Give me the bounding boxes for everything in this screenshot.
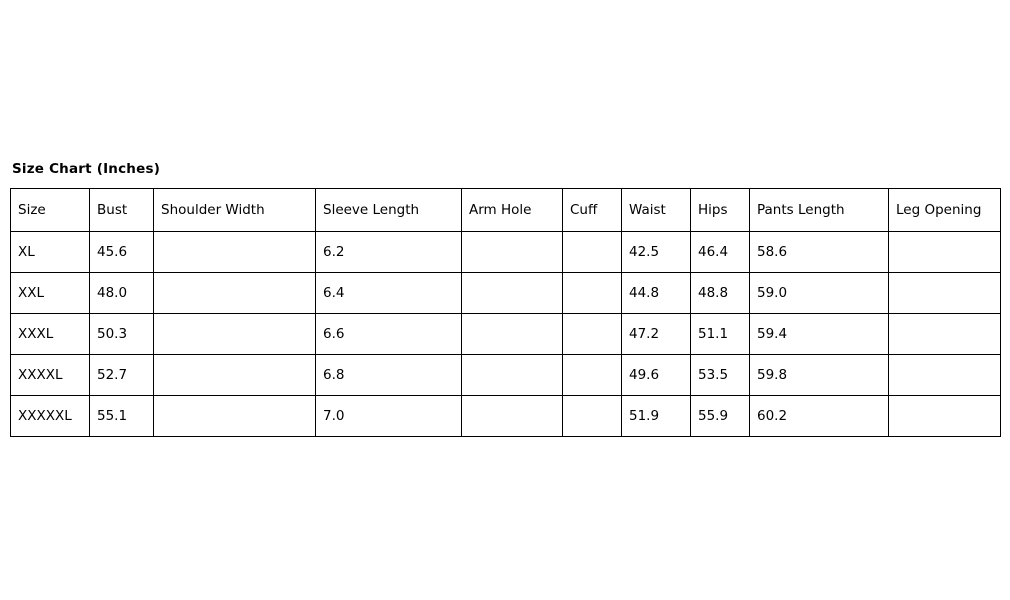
column-header-leg-opening: Leg Opening	[889, 188, 1001, 231]
cell-shoulder-width	[154, 354, 316, 395]
cell-hips: 46.4	[691, 231, 750, 272]
cell-sleeve-length: 6.8	[316, 354, 462, 395]
cell-bust: 52.7	[90, 354, 154, 395]
cell-bust: 45.6	[90, 231, 154, 272]
column-header-bust: Bust	[90, 188, 154, 231]
table-row	[11, 354, 1001, 395]
cell-size: XL	[11, 231, 90, 272]
cell-cuff	[563, 313, 622, 354]
cell-size: XXXXXL	[11, 395, 90, 436]
table-row	[11, 272, 1001, 313]
cell-sleeve-length: 6.4	[316, 272, 462, 313]
cell-bust: 50.3	[90, 313, 154, 354]
cell-cuff	[563, 354, 622, 395]
column-header-shoulder-width: Shoulder Width	[154, 188, 316, 231]
cell-leg-opening	[889, 231, 1001, 272]
cell-size: XXL	[11, 272, 90, 313]
column-header-waist: Waist	[622, 188, 691, 231]
cell-sleeve-length: 6.2	[316, 231, 462, 272]
cell-arm-hole	[462, 354, 563, 395]
cell-leg-opening	[889, 395, 1001, 436]
cell-shoulder-width	[154, 272, 316, 313]
cell-pants-length: 58.6	[750, 231, 889, 272]
cell-waist: 51.9	[622, 395, 691, 436]
column-header-size: Size	[11, 188, 90, 231]
table-row	[11, 395, 1001, 436]
table-row	[11, 231, 1001, 272]
cell-arm-hole	[462, 272, 563, 313]
column-header-arm-hole: Arm Hole	[462, 188, 563, 231]
size-chart-container	[10, 163, 1000, 437]
cell-bust: 48.0	[90, 272, 154, 313]
cell-hips: 55.9	[691, 395, 750, 436]
cell-hips: 48.8	[691, 272, 750, 313]
cell-shoulder-width	[154, 395, 316, 436]
cell-waist: 42.5	[622, 231, 691, 272]
cell-leg-opening	[889, 272, 1001, 313]
table-header-row	[11, 188, 1001, 231]
cell-pants-length: 59.0	[750, 272, 889, 313]
cell-sleeve-length: 6.6	[316, 313, 462, 354]
cell-arm-hole	[462, 313, 563, 354]
cell-pants-length: 59.8	[750, 354, 889, 395]
cell-shoulder-width	[154, 313, 316, 354]
cell-cuff	[563, 272, 622, 313]
column-header-cuff: Cuff	[563, 188, 622, 231]
cell-shoulder-width	[154, 231, 316, 272]
page-title: Size Chart (Inches)	[12, 161, 161, 177]
cell-leg-opening	[889, 313, 1001, 354]
cell-waist: 44.8	[622, 272, 691, 313]
cell-cuff	[563, 395, 622, 436]
table-row	[11, 313, 1001, 354]
cell-hips: 51.1	[691, 313, 750, 354]
cell-waist: 47.2	[622, 313, 691, 354]
column-header-hips: Hips	[691, 188, 750, 231]
cell-pants-length: 60.2	[750, 395, 889, 436]
cell-pants-length: 59.4	[750, 313, 889, 354]
cell-leg-opening	[889, 354, 1001, 395]
cell-size: XXXXL	[11, 354, 90, 395]
size-chart-table	[10, 188, 1001, 437]
cell-size: XXXL	[11, 313, 90, 354]
cell-hips: 53.5	[691, 354, 750, 395]
cell-sleeve-length: 7.0	[316, 395, 462, 436]
cell-bust: 55.1	[90, 395, 154, 436]
cell-arm-hole	[462, 231, 563, 272]
column-header-pants-length: Pants Length	[750, 188, 889, 231]
column-header-sleeve-length: Sleeve Length	[316, 188, 462, 231]
cell-waist: 49.6	[622, 354, 691, 395]
cell-cuff	[563, 231, 622, 272]
cell-arm-hole	[462, 395, 563, 436]
